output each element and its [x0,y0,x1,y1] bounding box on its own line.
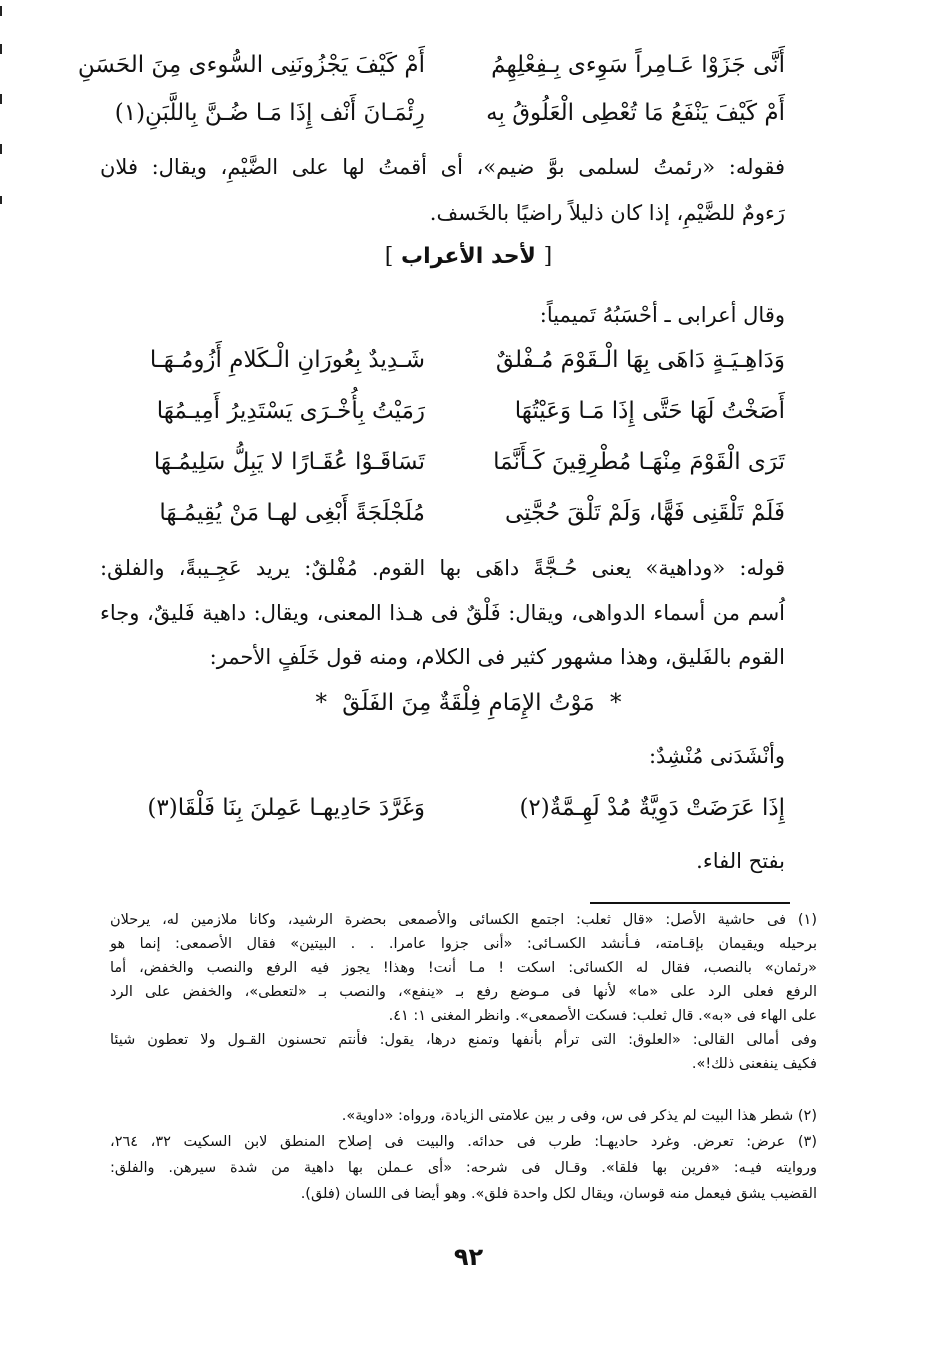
prose-line: فقوله: «رئمتُ لسلمى بوَّ ضيم»، أى أقمتُ لها على الضَّيْمِ، ويقال: فلان [100,155,785,179]
scan-edge-mark [0,144,2,154]
star-ornament: * [315,690,327,716]
verse-right-hemistich: أَنَّى جَزَوْا عَـامِراً سَوِءى بِـفِعْلِهِمُ [491,52,785,78]
closing-line: بفتح الفاء. [696,849,785,873]
verse-left-hemistich: أَمْ كَيْفَ يَجْزُونَنِى السُّوءى مِنَ الحَسَنِ [77,52,425,78]
footnote-line: القضيب يشق فيعمل منه قوسان، ويقال لكل واحدة فلق». وهو أيضا فى اللسان (فلق). [300,1186,817,1202]
footnote-line: «رئمان» بالنصب، فقال له الكسائى: اسكت ! مـا أنت! وهذا! يجوز فيه الرفع والنصب والخفض، أما [110,960,817,976]
bracket-open: [ [543,244,553,269]
quoted-hemistich-text: مَوْتُ الإِمَامِ فِلْقَةٌ مِنَ الفَلَقْ [342,690,595,716]
prose-line: رَءومٌ للضَّيْمِ، إذا كان ذليلاً راضيًا بالخَسف. [429,201,785,225]
scan-edge-mark [0,44,2,54]
verse-right-hemistich: تَرَى الْقَوْمَ مِنْهَـا مُطْرِقِينَ كَـأَنَّمَا [493,449,785,475]
prose-line: قوله: «وداهية» يعنى حُـجَّةً داهَى بها القوم. مُفْلقٌ: يريد عَجِـيبةً، والفلق: [100,556,785,580]
scan-edge-mark [0,94,2,104]
verse-right-hemistich: أَمْ كَيْفَ يَنْفَعُ مَا تُعْطِى الْعَلُوقُ بِه [486,100,785,126]
footnote-line: (١) فى حاشية الأصل: «قال ثعلب: اجتمع الكسائى والأصمعى بحضرة الرشيد، وكانا ملازمين له، يرحلان [110,912,817,928]
intro-line: وأنْشَدَنى مُنْشِدٌ: [648,744,785,768]
page-number: ٩٢ [453,1243,484,1271]
footnote-line: (٢) شطر هذا البيت لم يذكر فى س، وفى ر بين علامتى الزيادة، ورواه: «داوية». [341,1108,817,1124]
verse-left-hemistich: مُلَجْلَجَةً أَبْغِى لهـا مَنْ يُقِيمُـهَا [159,500,425,526]
footnote-line: فكيف ينفعنى ذلك!». [691,1056,817,1072]
footnote-line: وفى أمالى القالى: «العلوق: التى ترأم بأنفها وتمنع درها، يقول: فأنتم تحسنون القـول ولا تعطون شيئا [110,1032,817,1048]
verse-right-hemistich: إِذَا عَرَضَتْ دَوِيَّةٌ مُدْ لَهِـمَّةٌ(٢) [519,795,785,821]
verse-right-hemistich: فَلَمْ تَلْقَنِى فَهًّا، وَلَمْ تَلْقَ حُجَّتِى [504,500,785,526]
verse-right-hemistich: وَدَاهِـيَـةٍ دَاهَى بِهَا الْـقَوْمَ مُـفْلقٌ [495,347,785,373]
verse-right-hemistich: أَصَخْتُ لَهَا حَتَّى إِذَا مَـا وَعَيْتُهَا [514,398,785,424]
footnote-line: الرفع فعلى الرد على «ما» لأنها فى مـوضع رفع بـ «ينفع»، والنصب بـ «لتعطى»، والخفض على الرد [110,984,817,1000]
footnote-divider [590,902,790,904]
footnote-line: على الهاء فى «به». قال ثعلب: فسكت الأصمعى». وانظر المغنى ١: ٤١. [388,1008,817,1024]
section-heading-text: لأحد الأعراب [401,244,536,269]
footnote-line: (٣) عرض: تعرض. وغرد حاديهـا: طرب فى حدائه. والبيت فى إصلاح المنطق لابن السكيت ٣٢، ٢٦٤، [110,1134,818,1150]
verse-left-hemistich: تَسَاقَـوْا عُقَـارًا لا يَبِلُّ سَلِيمُـهَا [153,449,425,475]
verse-left-hemistich: رِئْمَـانَ أَنْف إِذَا مَـا ضُـنَّ بِاللَّبَنِ(١) [114,100,425,126]
prose-line: اُسم من أسماء الدواهى، ويقال: فَلْقٌ فى هـذا المعنى، ويقال: داهية فَليقٌ، وجاء [100,601,785,625]
scan-edge-mark [0,6,2,16]
intro-line: وقال أعرابى ـ أحْسَبُهُ تَميمياً: [539,303,785,327]
star-ornament: * [610,690,622,716]
prose-line: القوم بالفَليق، وهذا مشهور كثير فى الكلام، ومنه قول خَلَفٍ الأحمر: [209,645,785,669]
verse-left-hemistich: شَـدِيدٌ بِعُورَانِ الْـكَلامِ أَزُومُـهَـا [149,347,425,373]
footnote-line: برحيله ويقيمان بإقـامته، فـأنشد الكسـائى: «أنى جزوا عامرا. . . البيتين» فقال الأصمعى: إنما هو [110,936,817,952]
verse-left-hemistich: وَغَرَّدَ حَادِيهـا عَمِلنَ بِنَا فَلْقَا(٣) [147,795,425,821]
scan-edge-mark [0,196,2,204]
quoted-hemistich [0,690,937,716]
section-heading [0,244,937,269]
footnote-line: وروايته فيـه: «فرين بها فلقا». وقـال فى شرحه: «أى عـملن بها داهية من شدة سيرهن. والفلق: [110,1160,817,1176]
bracket-close: ] [384,244,394,269]
verse-left-hemistich: رَمَيْتُ بِأُخْـرَى يَسْتَدِيرُ أَمِيـمُهَا [156,398,425,424]
